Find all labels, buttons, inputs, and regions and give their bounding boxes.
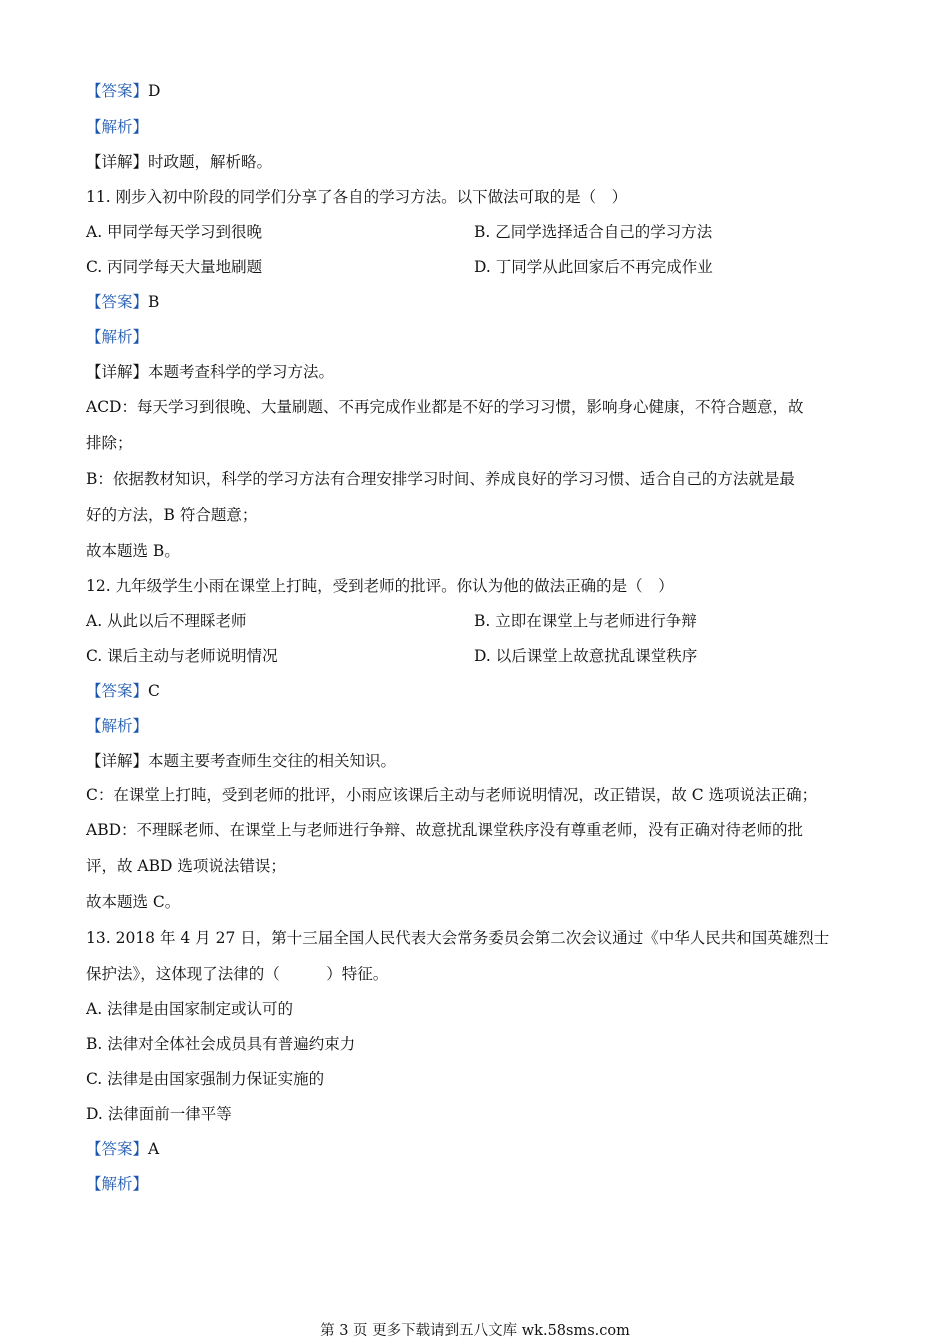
detail-tag: 【详解】: [86, 363, 149, 381]
q13-stem-1: 13. 2018 年 4 月 27 日，第十三届全国人民代表大会常务委员会第二次会议通过《中华人民共和国英雄烈士: [86, 929, 830, 947]
q10-detail-line: [86, 152, 866, 172]
q13-stem-2: 保护法》，这体现了法律的（ ）特征。: [86, 965, 389, 983]
q13-answer-line: [86, 1139, 866, 1159]
detail-text: 本题考查科学的学习方法。: [148, 363, 335, 381]
answer-tag: 【答案】: [86, 1140, 149, 1158]
q11-analysis-line: [86, 327, 866, 347]
answer-value: B: [148, 293, 160, 311]
detail-tag: 【详解】: [86, 153, 149, 171]
q11-options-row-1: [86, 222, 866, 242]
answer-value: A: [148, 1140, 160, 1158]
q11-option-b: B. 乙同学选择适合自己的学习方法: [474, 223, 713, 241]
analysis-tag: 【解析】: [86, 328, 149, 346]
q12-option-d: D. 以后课堂上故意扰乱课堂秩序: [474, 647, 698, 665]
answer-tag: 【答案】: [86, 293, 149, 311]
q13-option-c: C. 法律是由国家强制力保证实施的: [86, 1070, 325, 1088]
q12-option-c: C. 课后主动与老师说明情况: [86, 647, 278, 665]
q13-option-a: A. 法律是由国家制定或认可的: [86, 1000, 294, 1018]
q11-explanation-2a: B：依据教材知识，科学的学习方法有合理安排学习时间、养成良好的学习习惯、适合自己的方法就是最: [86, 470, 795, 488]
answer-value: D: [148, 82, 161, 100]
q12-explanation-2b: 评，故 ABD 选项说法错误；: [86, 857, 286, 875]
q11-explanation-1a: ACD：每天学习到很晚、大量刷题、不再完成作业都是不好的学习习惯，影响身心健康，不符合题意，故: [86, 398, 804, 416]
q11-option-c: C. 丙同学每天大量地刷题: [86, 258, 263, 276]
q12-conclusion: 故本题选 C。: [86, 893, 181, 911]
q12-answer-line: [86, 681, 866, 701]
q11-option-a: A. 甲同学每天学习到很晚: [86, 223, 263, 241]
q12-options-row-1: [86, 611, 866, 631]
detail-tag: 【详解】: [86, 752, 149, 770]
q10-answer-line: [86, 81, 866, 101]
detail-text: 时政题，解析略。: [148, 153, 273, 171]
q11-explanation-2b: 好的方法，B 符合题意；: [86, 506, 258, 524]
q12-option-b: B. 立即在课堂上与老师进行争辩: [474, 612, 697, 630]
q12-detail-line: [86, 751, 866, 771]
q11-answer-line: [86, 292, 866, 312]
q12-options-row-2: [86, 646, 866, 666]
page-footer: 第 3 页 更多下载请到五八文库 wk.58sms.com: [320, 1323, 630, 1339]
q12-stem: 12. 九年级学生小雨在课堂上打盹，受到老师的批评。你认为他的做法正确的是（ ）: [86, 577, 674, 595]
q13-analysis-line: [86, 1174, 866, 1194]
answer-tag: 【答案】: [86, 82, 149, 100]
q11-detail-line: [86, 362, 866, 382]
q12-explanation-1: C：在课堂上打盹，受到老师的批评，小雨应该课后主动与老师说明情况，改正错误，故 C 选项说法正确；: [86, 786, 818, 804]
answer-value: C: [148, 682, 160, 700]
analysis-tag: 【解析】: [86, 1175, 149, 1193]
q13-option-d: D. 法律面前一律平等: [86, 1105, 232, 1123]
q12-analysis-line: [86, 716, 866, 736]
detail-text: 本题主要考查师生交往的相关知识。: [148, 752, 397, 770]
analysis-tag: 【解析】: [86, 717, 149, 735]
q11-conclusion: 故本题选 B。: [86, 542, 180, 560]
q11-explanation-1b: 排除；: [86, 434, 133, 452]
analysis-tag: 【解析】: [86, 118, 149, 136]
q12-explanation-2a: ABD：不理睬老师、在课堂上与老师进行争辩、故意扰乱课堂秩序没有尊重老师，没有正确对待老师的批: [86, 821, 804, 839]
q11-options-row-2: [86, 257, 866, 277]
q11-option-d: D. 丁同学从此回家后不再完成作业: [474, 258, 713, 276]
q10-analysis-line: [86, 117, 866, 137]
q12-option-a: A. 从此以后不理睬老师: [86, 612, 247, 630]
answer-tag: 【答案】: [86, 682, 149, 700]
q11-stem: 11. 刚步入初中阶段的同学们分享了各自的学习方法。以下做法可取的是（ ）: [86, 188, 628, 206]
q13-option-b: B. 法律对全体社会成员具有普遍约束力: [86, 1035, 356, 1053]
